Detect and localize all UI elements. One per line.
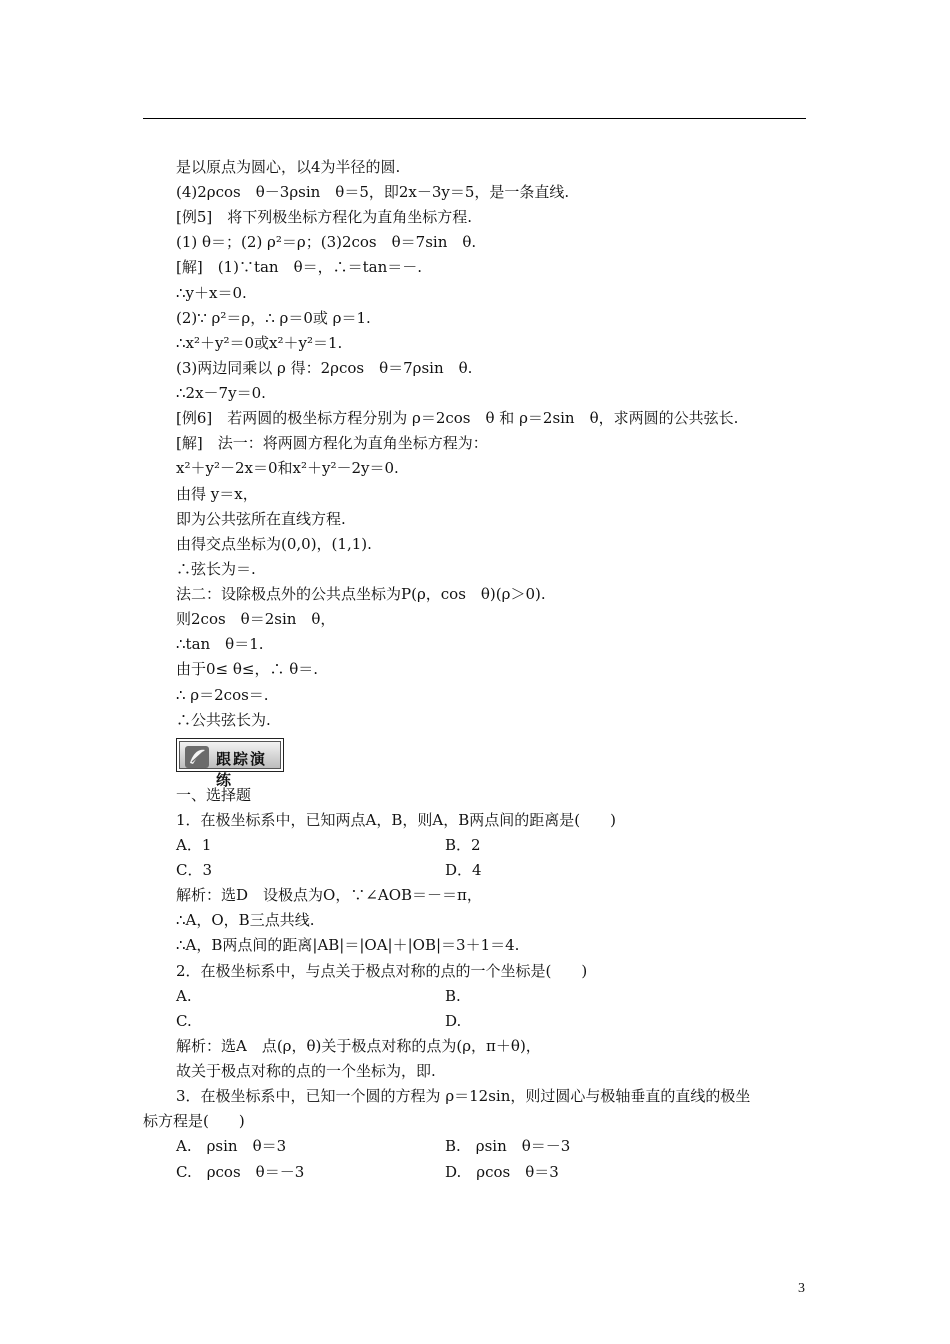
analysis-line: ∴A，B两点间的距离|AB|＝|OA|＋|OB|＝3＋1＝4. (176, 936, 520, 954)
analysis-line: ∴A，O，B三点共线. (176, 911, 315, 929)
question-stem: 1．在极坐标系中，已知两点A，B，则A，B两点间的距离是( ) (176, 811, 616, 829)
section-heading: 一、选择题 (176, 786, 252, 804)
option-c: C. (176, 1012, 192, 1030)
option-a: A. (176, 987, 192, 1005)
text-line: 由于0≤ θ≤，∴ θ＝. (176, 660, 319, 678)
option-a: A．1 (176, 836, 212, 854)
question-stem-continued: 标方程是( ) (143, 1112, 245, 1130)
text-line: (3)两边同乘以 ρ 得：2ρcos θ＝7ρsin θ. (176, 359, 473, 377)
pen-logo-icon (184, 745, 210, 769)
text-line: [解] 法一：将两圆方程化为直角坐标方程为： (176, 434, 488, 452)
text-line: ∴ ρ＝2cos＝. (176, 686, 269, 704)
option-c: C．3 (176, 861, 213, 879)
option-a: A. ρsin θ＝3 (176, 1137, 287, 1155)
option-d: D．4 (445, 861, 482, 879)
text-line: 是以原点为圆心，以4为半径的圆. (176, 158, 401, 176)
text-line: (2)∵ ρ²＝ρ，∴ ρ＝0或 ρ＝1. (176, 309, 371, 327)
example-5-heading: [例5] 将下列极坐标方程化为直角坐标方程. (176, 208, 473, 226)
analysis-line: 解析：选A 点(ρ，θ)关于极点对称的点为(ρ，π＋θ)， (176, 1037, 541, 1055)
text-line: 法二：设除极点外的公共点坐标为P(ρ，cos θ)(ρ＞0). (176, 585, 546, 603)
badge-label: 跟踪演练 (216, 750, 268, 789)
text-line: ∴tan θ＝1. (176, 635, 264, 653)
text-line: ∴x²＋y²＝0或x²＋y²＝1. (176, 334, 343, 352)
option-b: B. (445, 987, 461, 1005)
text-line: 由得 y＝x， (176, 485, 258, 503)
text-line: 即为公共弦所在直线方程. (176, 510, 346, 528)
example-6-heading: [例6] 若两圆的极坐标方程分别为 ρ＝2cos θ 和 ρ＝2sin θ，求两圆的公共弦长. (176, 409, 739, 427)
analysis-line: 解析：选D 设极点为O，∵∠AOB＝－＝π， (176, 886, 482, 904)
analysis-line: 故关于极点对称的点的一个坐标为，即. (176, 1062, 436, 1080)
text-line: ∴2x－7y＝0. (176, 384, 266, 402)
text-line: [解] (1)∵tan θ＝，∴＝tan＝－. (176, 258, 423, 276)
option-c: C. ρcos θ＝－3 (176, 1163, 305, 1181)
text-line: ∴y＋x＝0. (176, 284, 247, 302)
text-line: ∴公共弦长为. (176, 711, 271, 729)
text-line: ∴弦长为＝. (176, 560, 256, 578)
text-line: (4)2ρcos θ－3ρsin θ＝5，即2x－3y＝5，是一条直线. (176, 183, 570, 201)
page-number: 3 (798, 1281, 805, 1296)
practice-badge (176, 738, 284, 789)
option-b: B. ρsin θ＝－3 (445, 1137, 571, 1155)
text-line: 由得交点坐标为(0,0)，(1,1). (176, 535, 372, 553)
text-line: 则2cos θ＝2sin θ， (176, 610, 336, 628)
option-d: D. ρcos θ＝3 (445, 1163, 559, 1181)
text-line: (1) θ＝；(2) ρ²＝ρ；(3)2cos θ＝7sin θ. (176, 233, 477, 251)
text-line: x²＋y²－2x＝0和x²＋y²－2y＝0. (176, 459, 399, 477)
header-rule (143, 118, 806, 119)
question-stem: 2．在极坐标系中，与点关于极点对称的点的一个坐标是( ) (176, 962, 588, 980)
option-d: D. (445, 1012, 462, 1030)
question-stem: 3．在极坐标系中，已知一个圆的方程为 ρ＝12sin，则过圆心与极轴垂直的直线的极坐 (176, 1087, 751, 1105)
option-b: B．2 (445, 836, 481, 854)
